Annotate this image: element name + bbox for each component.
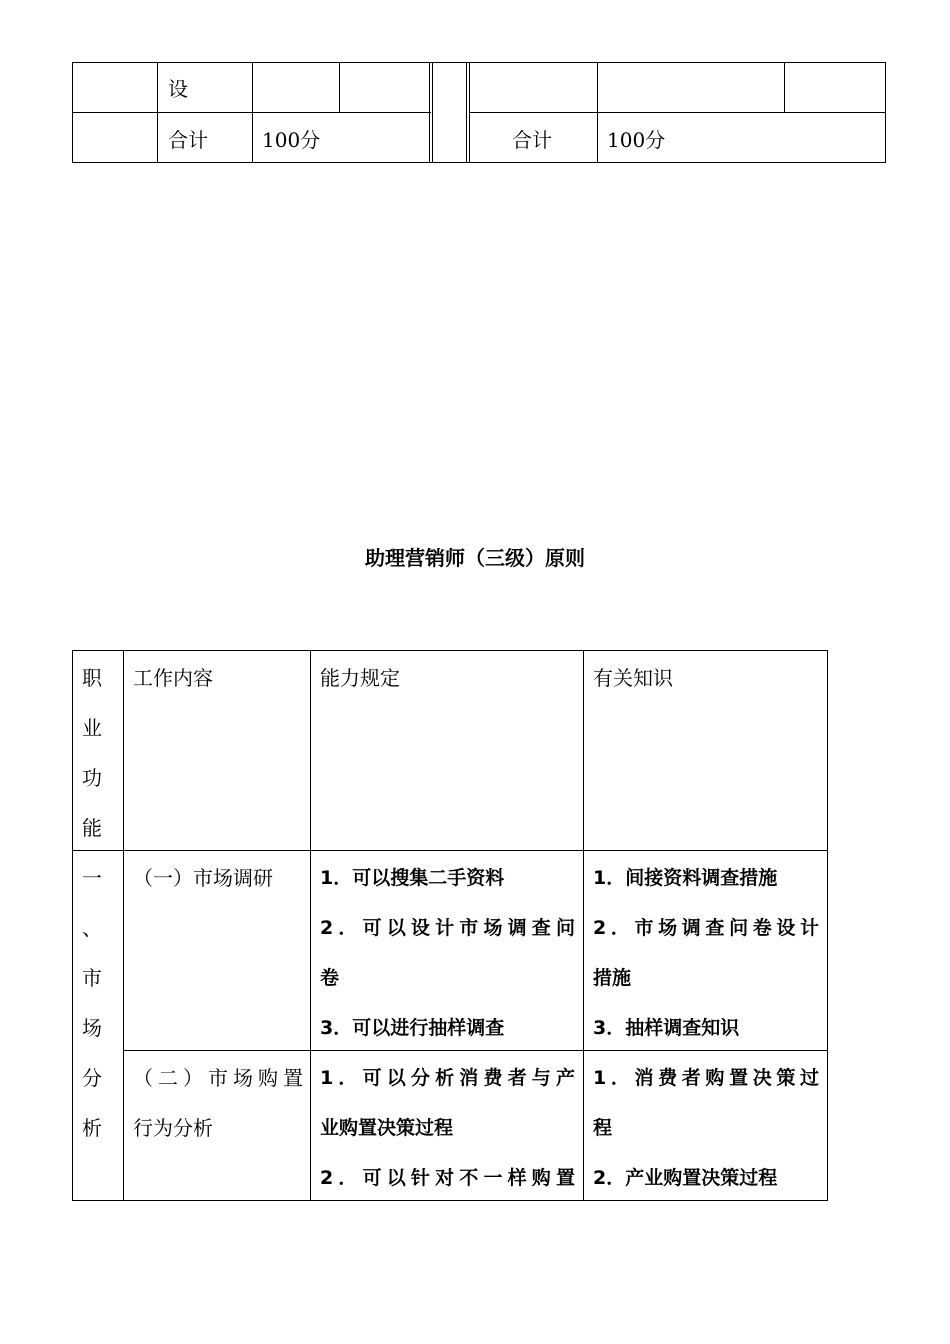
row1-ability-line: 2．可以设计市场调查问 <box>320 917 575 939</box>
header-function-char: 能 <box>82 816 102 840</box>
right-total-label: 合计 <box>512 128 552 152</box>
table-border <box>597 62 598 163</box>
row-label-she: 设 <box>168 77 188 101</box>
table-border <box>429 62 430 163</box>
header-ability: 能力规定 <box>320 666 400 690</box>
row2-ability-line: 2．可以针对不一样购置 <box>320 1167 575 1189</box>
score-table-fragment <box>72 62 886 163</box>
row2-ability-line: 业购置决策过程 <box>320 1117 454 1139</box>
header-function-char: 职 <box>82 666 102 690</box>
right-total-value: 100分 <box>607 128 666 152</box>
table-border <box>72 850 828 851</box>
table-border <box>431 62 469 63</box>
row1-knowledge-line: 2．市场调查问卷设计 <box>593 917 819 939</box>
left-total-label: 合计 <box>168 128 208 152</box>
table-border <box>72 62 73 163</box>
row2-content-line: （二）市场购置 <box>133 1066 303 1090</box>
row1-ability-line: 3．可以进行抽样调查 <box>320 1017 505 1039</box>
table-border <box>123 650 124 1201</box>
row1-knowledge-line: 1．间接资料调查措施 <box>593 867 778 889</box>
header-function-char: 业 <box>82 716 102 740</box>
table-border <box>784 62 785 113</box>
table-border <box>885 62 886 163</box>
row2-knowledge-line: 1．消费者购置决策过 <box>593 1067 819 1089</box>
table-border <box>431 162 469 163</box>
page-title: 助理营销师（三级）原则 <box>365 546 585 570</box>
table-border <box>339 62 340 113</box>
row1-knowledge-line: 3．抽样调查知识 <box>593 1017 740 1039</box>
table-border <box>72 650 73 1201</box>
table-border <box>469 112 886 113</box>
header-knowledge: 有关知识 <box>593 666 673 690</box>
table-border <box>827 650 828 1201</box>
table-border <box>469 62 886 63</box>
table-border <box>310 650 311 1201</box>
function-char: 析 <box>82 1116 102 1140</box>
standard-table <box>72 650 828 1201</box>
function-char: 分 <box>82 1066 102 1090</box>
function-char: 市 <box>82 966 102 990</box>
function-char: 、 <box>82 916 102 940</box>
row2-knowledge-line: 程 <box>593 1117 613 1139</box>
table-border <box>252 62 253 163</box>
table-border <box>583 650 584 1201</box>
function-char: 场 <box>82 1016 102 1040</box>
table-border <box>432 62 433 163</box>
header-content: 工作内容 <box>133 666 213 690</box>
table-border <box>157 62 158 163</box>
row1-content: （一）市场调研 <box>133 866 273 890</box>
table-border <box>72 650 828 651</box>
left-total-value: 100分 <box>262 128 321 152</box>
row1-knowledge-line: 措施 <box>593 967 632 989</box>
row2-content-line: 行为分析 <box>133 1116 213 1140</box>
row2-knowledge-line: 2．产业购置决策过程 <box>593 1167 778 1189</box>
row1-ability-line: 卷 <box>320 967 340 989</box>
row2-ability-line: 1．可以分析消费者与产 <box>320 1067 575 1089</box>
table-border <box>466 62 467 163</box>
row1-ability-line: 1．可以搜集二手资料 <box>320 867 505 889</box>
table-border <box>469 162 886 163</box>
header-function-char: 功 <box>82 766 102 790</box>
table-border <box>469 62 470 163</box>
function-char: 一 <box>82 866 102 890</box>
